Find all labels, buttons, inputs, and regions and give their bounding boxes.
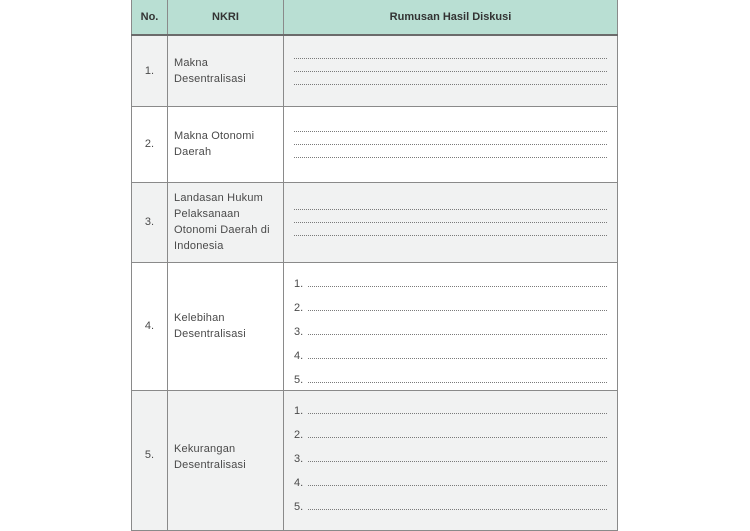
dotted-fill[interactable] [308,509,607,510]
numbered-answer-line[interactable] [294,465,607,489]
line-number: 2. [294,428,304,441]
dotted-fill[interactable] [308,286,607,287]
answer-line[interactable] [294,130,607,132]
numbered-answer-line[interactable] [294,314,607,338]
answer-line[interactable] [294,83,607,85]
row-topic: Makna Otonomi Daerah [168,106,284,182]
dotted-fill[interactable] [308,461,607,462]
numbered-answer-line[interactable] [294,362,607,386]
dotted-fill[interactable] [308,334,607,335]
header-no: No. [132,0,168,35]
row-topic: Kekurangan Desentralisasi [168,390,284,530]
answer-area[interactable] [284,35,618,106]
dotted-fill[interactable] [308,437,607,438]
answer-area[interactable] [284,182,618,262]
worksheet-table-container [131,0,617,513]
row-topic: Kelebihan Desentralisasi [168,262,284,390]
discussion-table [131,0,618,531]
line-number: 1. [294,278,304,290]
dotted-fill[interactable] [308,413,607,414]
row-number: 5. [132,390,168,530]
answer-area[interactable] [284,106,618,182]
answer-line[interactable] [294,221,607,223]
numbered-answer-line[interactable] [294,290,607,314]
numbered-answer-line[interactable] [294,489,607,513]
line-number: 5. [294,500,304,513]
header-nkri: NKRI [168,0,284,35]
answer-line[interactable] [294,234,607,236]
answer-line[interactable] [294,143,607,145]
row-number: 1. [132,35,168,106]
numbered-answer-line[interactable] [294,393,607,417]
table-row [132,106,618,182]
row-number: 3. [132,182,168,262]
line-number: 5. [294,374,304,386]
answer-line[interactable] [294,57,607,59]
table-row [132,390,618,530]
table-row [132,182,618,262]
answer-area[interactable] [284,390,618,530]
answer-line[interactable] [294,70,607,72]
dotted-fill[interactable] [308,358,607,359]
line-number: 2. [294,302,304,314]
answer-line[interactable] [294,208,607,210]
numbered-answer-line[interactable] [294,266,607,290]
line-number: 4. [294,350,304,362]
numbered-answer-line[interactable] [294,338,607,362]
row-number: 4. [132,262,168,390]
line-number: 4. [294,476,304,489]
answer-area[interactable] [284,262,618,390]
dotted-fill[interactable] [308,485,607,486]
table-row [132,35,618,106]
line-number: 3. [294,326,304,338]
header-result: Rumusan Hasil Diskusi [284,0,618,35]
dotted-fill[interactable] [308,310,607,311]
line-number: 3. [294,452,304,465]
answer-line[interactable] [294,156,607,158]
header-row [132,0,618,35]
numbered-answer-line[interactable] [294,417,607,441]
numbered-answer-line[interactable] [294,441,607,465]
row-topic: Makna Desentralisasi [168,35,284,106]
dotted-fill[interactable] [308,382,607,383]
row-topic: Landasan Hukum Pelaksanaan Otonomi Daerah di Indonesia [168,182,284,262]
row-number: 2. [132,106,168,182]
line-number: 1. [294,404,304,417]
table-row [132,262,618,390]
